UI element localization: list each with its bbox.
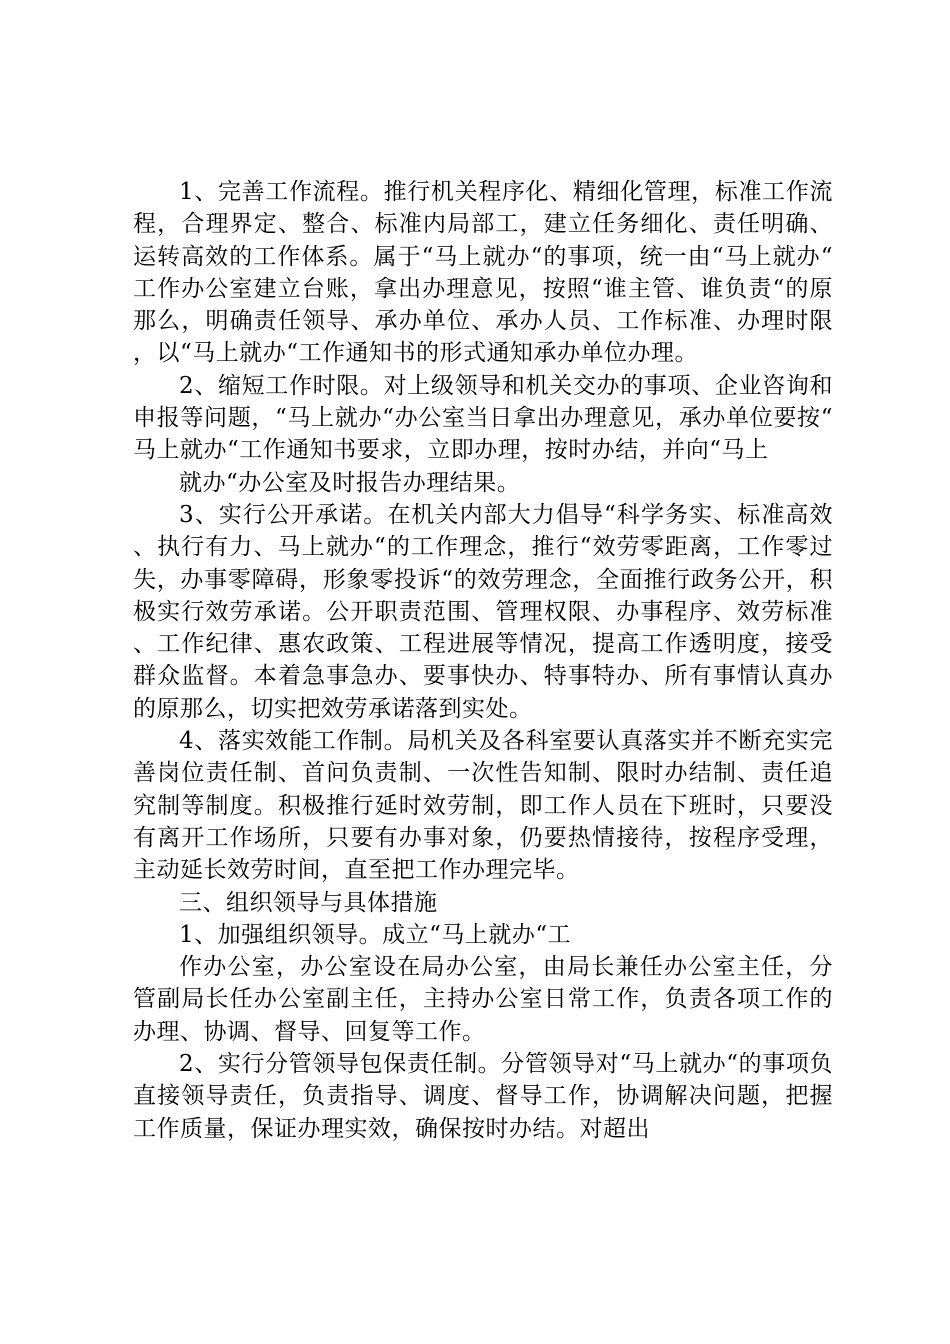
section-heading: 三、组织领导与具体措施: [179, 889, 438, 916]
paragraph-5: 4、落实效能工作制。局机关及各科室要认真落实并不断充实完善岗位责任制、首问负责制、一次性告知制、限时办结制、责任追究制等制度。积极推行延时效劳制，即工作人员在下班时，只要没有离开工作场所，只要有办事对象，仍要热情接待，按程序受理，主动延长效劳时间，直至把工作办理完毕。: [133, 728, 833, 884]
document-page: [133, 176, 833, 1145]
paragraph-7: 作办公室，办公室设在局办公室，由局长兼任办公室主任，分管副局长任办公室副主任，主持办公室日常工作，负责各项工作的办理、协调、督导、回复等工作。: [133, 954, 833, 1045]
paragraph-2: 2、缩短工作时限。对上级领导和机关交办的事项、企业咨询和申报等问题，“马上就办“办公室当日拿出办理意见，承办单位要按“马上就办“工作通知书要求，立即办理，按时办结，并向“马上: [133, 372, 833, 464]
paragraph-8: 2、实行分管领导包保责任制。分管领导对“马上就办“的事项负直接领导责任，负责指导、调度、督导工作，协调解决问题，把握工作质量，保证办理实效，确保按时办结。对超出: [133, 1051, 833, 1142]
paragraph-6: 1、加强组织领导。成立“马上就办“工: [179, 921, 572, 948]
paragraph-4: 3、实行公开承诺。在机关内部大力倡导“科学务实、标准高效、执行有力、马上就办“的工作理念，推行“效劳零距离，工作零过失，办事零障碍，形象零投诉“的效劳理念，全面推行政务公开，积极实行效劳承诺。公开职责范围、管理权限、办事程序、效劳标准、工作纪律、惠农政策、工程进展等情况，提高工作透明度，接受群众监督。本着急事急办、要事快办、特事特办、所有事情认真办的原那么，切实把效劳承诺落到实处。: [133, 501, 833, 722]
paragraph-3: 就办“办公室及时报告办理结果。: [179, 469, 521, 496]
paragraph-1: 1、完善工作流程。推行机关程序化、精细化管理，标准工作流程，合理界定、整合、标准内局部工，建立任务细化、责任明确、运转高效的工作体系。属于“马上就办“的事项，统一由“马上就办“工作办公室建立台账，拿出办理意见，按照“谁主管、谁负责“的原那么，明确责任领导、承办单位、承办人员、工作标准、办理时限，以“马上就办“工作通知书的形式通知承办单位办理。: [133, 179, 833, 367]
